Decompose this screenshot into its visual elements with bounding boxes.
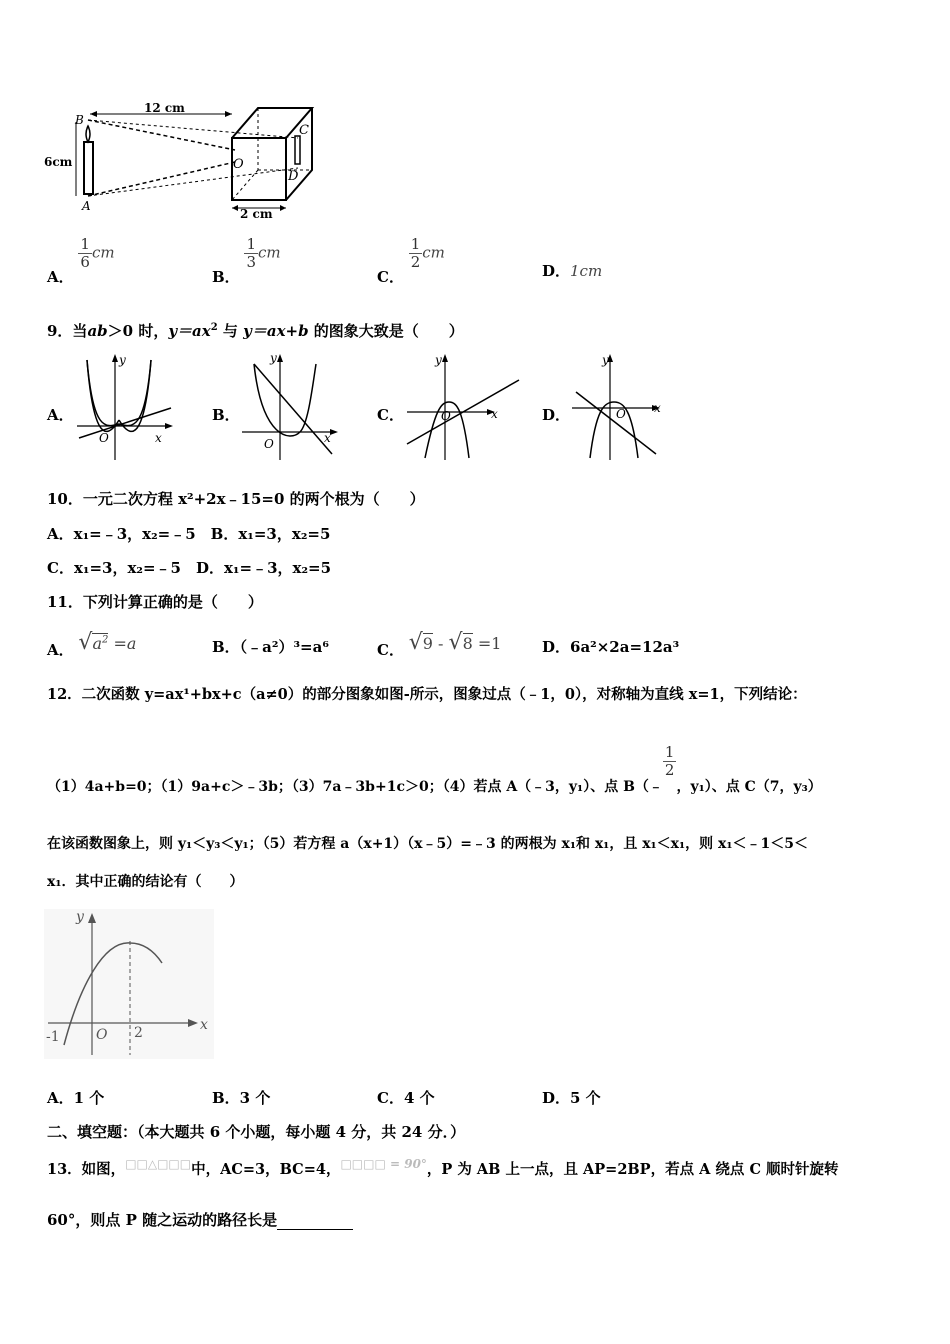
q9-option-a-letter: A． xyxy=(47,406,74,424)
q9d-x-label: x xyxy=(654,401,661,415)
q9d-o-label: O xyxy=(616,407,626,421)
q12-x-label: x xyxy=(200,1017,208,1033)
q9a-x-label: x xyxy=(155,431,162,445)
q8-option-a: A． $\frac{1}{6}$ cm xyxy=(47,235,115,286)
q12-y-label: y xyxy=(76,909,84,925)
q10-stem: 10．一元二次方程 x²+2x﹣15=0 的两个根为（ ） xyxy=(47,490,425,508)
q12-option-c: C．4 个 xyxy=(377,1089,435,1107)
label-12cm: 12 cm xyxy=(144,101,185,115)
q9b-o-label: O xyxy=(264,437,274,451)
q8-option-c: C． $\frac{1}{2}$ cm xyxy=(377,235,445,286)
q9b-x-label: x xyxy=(324,431,331,445)
q12-graph xyxy=(40,905,218,1063)
label-6cm: 6cm xyxy=(44,155,73,169)
sqrt-symbol-icon: √ xyxy=(448,630,463,655)
sqrt-symbol-icon: √ xyxy=(78,630,93,655)
q13-line2: 60°，则点 P 随之运动的路径长是 xyxy=(47,1209,353,1230)
q12-line2: （1）4a+b=0；（1）9a+c＞﹣3b；（3）7a﹣3b+1c＞0；（4）若点 A（﹣3，y₁）、点 B（﹣ $\frac{1}{2}$ ，y₁）、点 C（7，y₃） xyxy=(47,743,822,795)
q9-graph-d xyxy=(570,350,670,462)
q13-answer-blank[interactable] xyxy=(277,1215,353,1230)
q12-neg1-label: -1 xyxy=(46,1029,60,1045)
candle-body xyxy=(84,142,93,194)
q12-stem: 12．二次函数 y=ax¹+bx+c（a≠0）的部分图象如图-所示，图象过点（﹣1，0），对称轴为直线 x=1，下列结论： xyxy=(47,686,807,703)
q9a-o-label: O xyxy=(99,431,109,445)
q8-option-a-letter: A． xyxy=(47,267,74,286)
q8-option-a-fraction: $\frac{1}{6}$ xyxy=(80,235,90,271)
q8-option-b-fraction: $\frac{1}{3}$ xyxy=(246,235,257,271)
q13-inline-image-2: □□□□ = 90° xyxy=(340,1157,427,1171)
q12-option-b: B．3 个 xyxy=(212,1089,271,1107)
label-D: D xyxy=(288,169,299,184)
q13-line1: 13．如图，□□△□□□中，AC=3，BC=4，$^{□□□□ = 90^\circ}$，P 为 AB 上一点，且 AP=2BP，若点 A 绕点 C 顺时针旋转 xyxy=(47,1157,839,1178)
q9-stem: 9．当ab＞0 时，$y=ax^2$ 与 y＝ax+b 的图象大致是（ ） xyxy=(47,322,464,340)
q9b-y-label: y xyxy=(270,351,277,365)
q9a-y-label: y xyxy=(119,353,126,367)
q11-option-c: C． √9 - √8 =1 xyxy=(377,630,502,659)
q9c-o-label: O xyxy=(441,409,451,423)
q12-fraction: $\frac{1}{2}$ xyxy=(664,743,675,779)
candle-flame xyxy=(86,126,90,142)
q12-option-d: D．5 个 xyxy=(542,1089,601,1107)
q8-option-c-fraction: $\frac{1}{2}$ xyxy=(410,235,421,271)
q11-stem: 11．下列计算正确的是（ ） xyxy=(47,593,263,611)
q11-option-b: B．（﹣a²）³=a⁶ xyxy=(212,638,329,656)
q8-option-b-letter: B． xyxy=(212,267,240,286)
q8-option-d: D．1cm xyxy=(542,262,603,280)
q9-option-d-letter: D． xyxy=(542,406,571,424)
q9c-x-label: x xyxy=(491,407,498,421)
label-2cm: 2 cm xyxy=(240,207,273,220)
label-O: O xyxy=(233,157,244,172)
q9c-y-label: y xyxy=(435,353,442,367)
q8-figure xyxy=(40,100,340,220)
q10-options-line2: C．x₁=3，x₂=﹣5 D．x₁=﹣3，x₂=5 xyxy=(47,559,332,577)
q9d-y-label: y xyxy=(602,353,609,367)
label-C: C xyxy=(299,123,309,138)
sqrt-symbol-icon: √ xyxy=(408,630,423,655)
q8-option-b: B． $\frac{1}{3}$ cm xyxy=(212,235,281,286)
q12-option-a: A．1 个 xyxy=(47,1089,105,1107)
label-B: B xyxy=(75,113,84,127)
q10-options-line1: A．x₁=﹣3，x₂=﹣5 B．x₁=3，x₂=5 xyxy=(47,525,331,543)
q9-graph-a xyxy=(75,350,175,462)
q9-graph-c xyxy=(405,350,525,462)
q12-two-label: 2 xyxy=(134,1025,143,1041)
q12-line4: x₁．其中正确的结论有（ ） xyxy=(47,874,244,890)
q9-option-c-letter: C． xyxy=(377,406,404,424)
q12-line3: 在该函数图象上，则 y₁＜y₃＜y₁；（5）若方程 a（x+1）（x﹣5）=﹣3 的两根为 x₁和 x₁，且 x₁＜x₁，则 x₁＜﹣1＜5＜ xyxy=(47,836,808,852)
q8-option-c-letter: C． xyxy=(377,267,404,286)
q11-option-a: A． $√a^2 =a$ xyxy=(47,630,137,659)
label-A: A xyxy=(82,199,91,213)
section2-title: 二、填空题：（本大题共 6 个小题，每小题 4 分，共 24 分．） xyxy=(47,1123,466,1141)
q9-graph-b xyxy=(240,350,340,462)
q12-o-label: O xyxy=(96,1027,108,1043)
q9-option-b-letter: B． xyxy=(212,406,240,424)
q11-option-d: D．6a²×2a=12a³ xyxy=(542,638,680,656)
q13-inline-image-1: □□△□□□ xyxy=(125,1157,192,1171)
